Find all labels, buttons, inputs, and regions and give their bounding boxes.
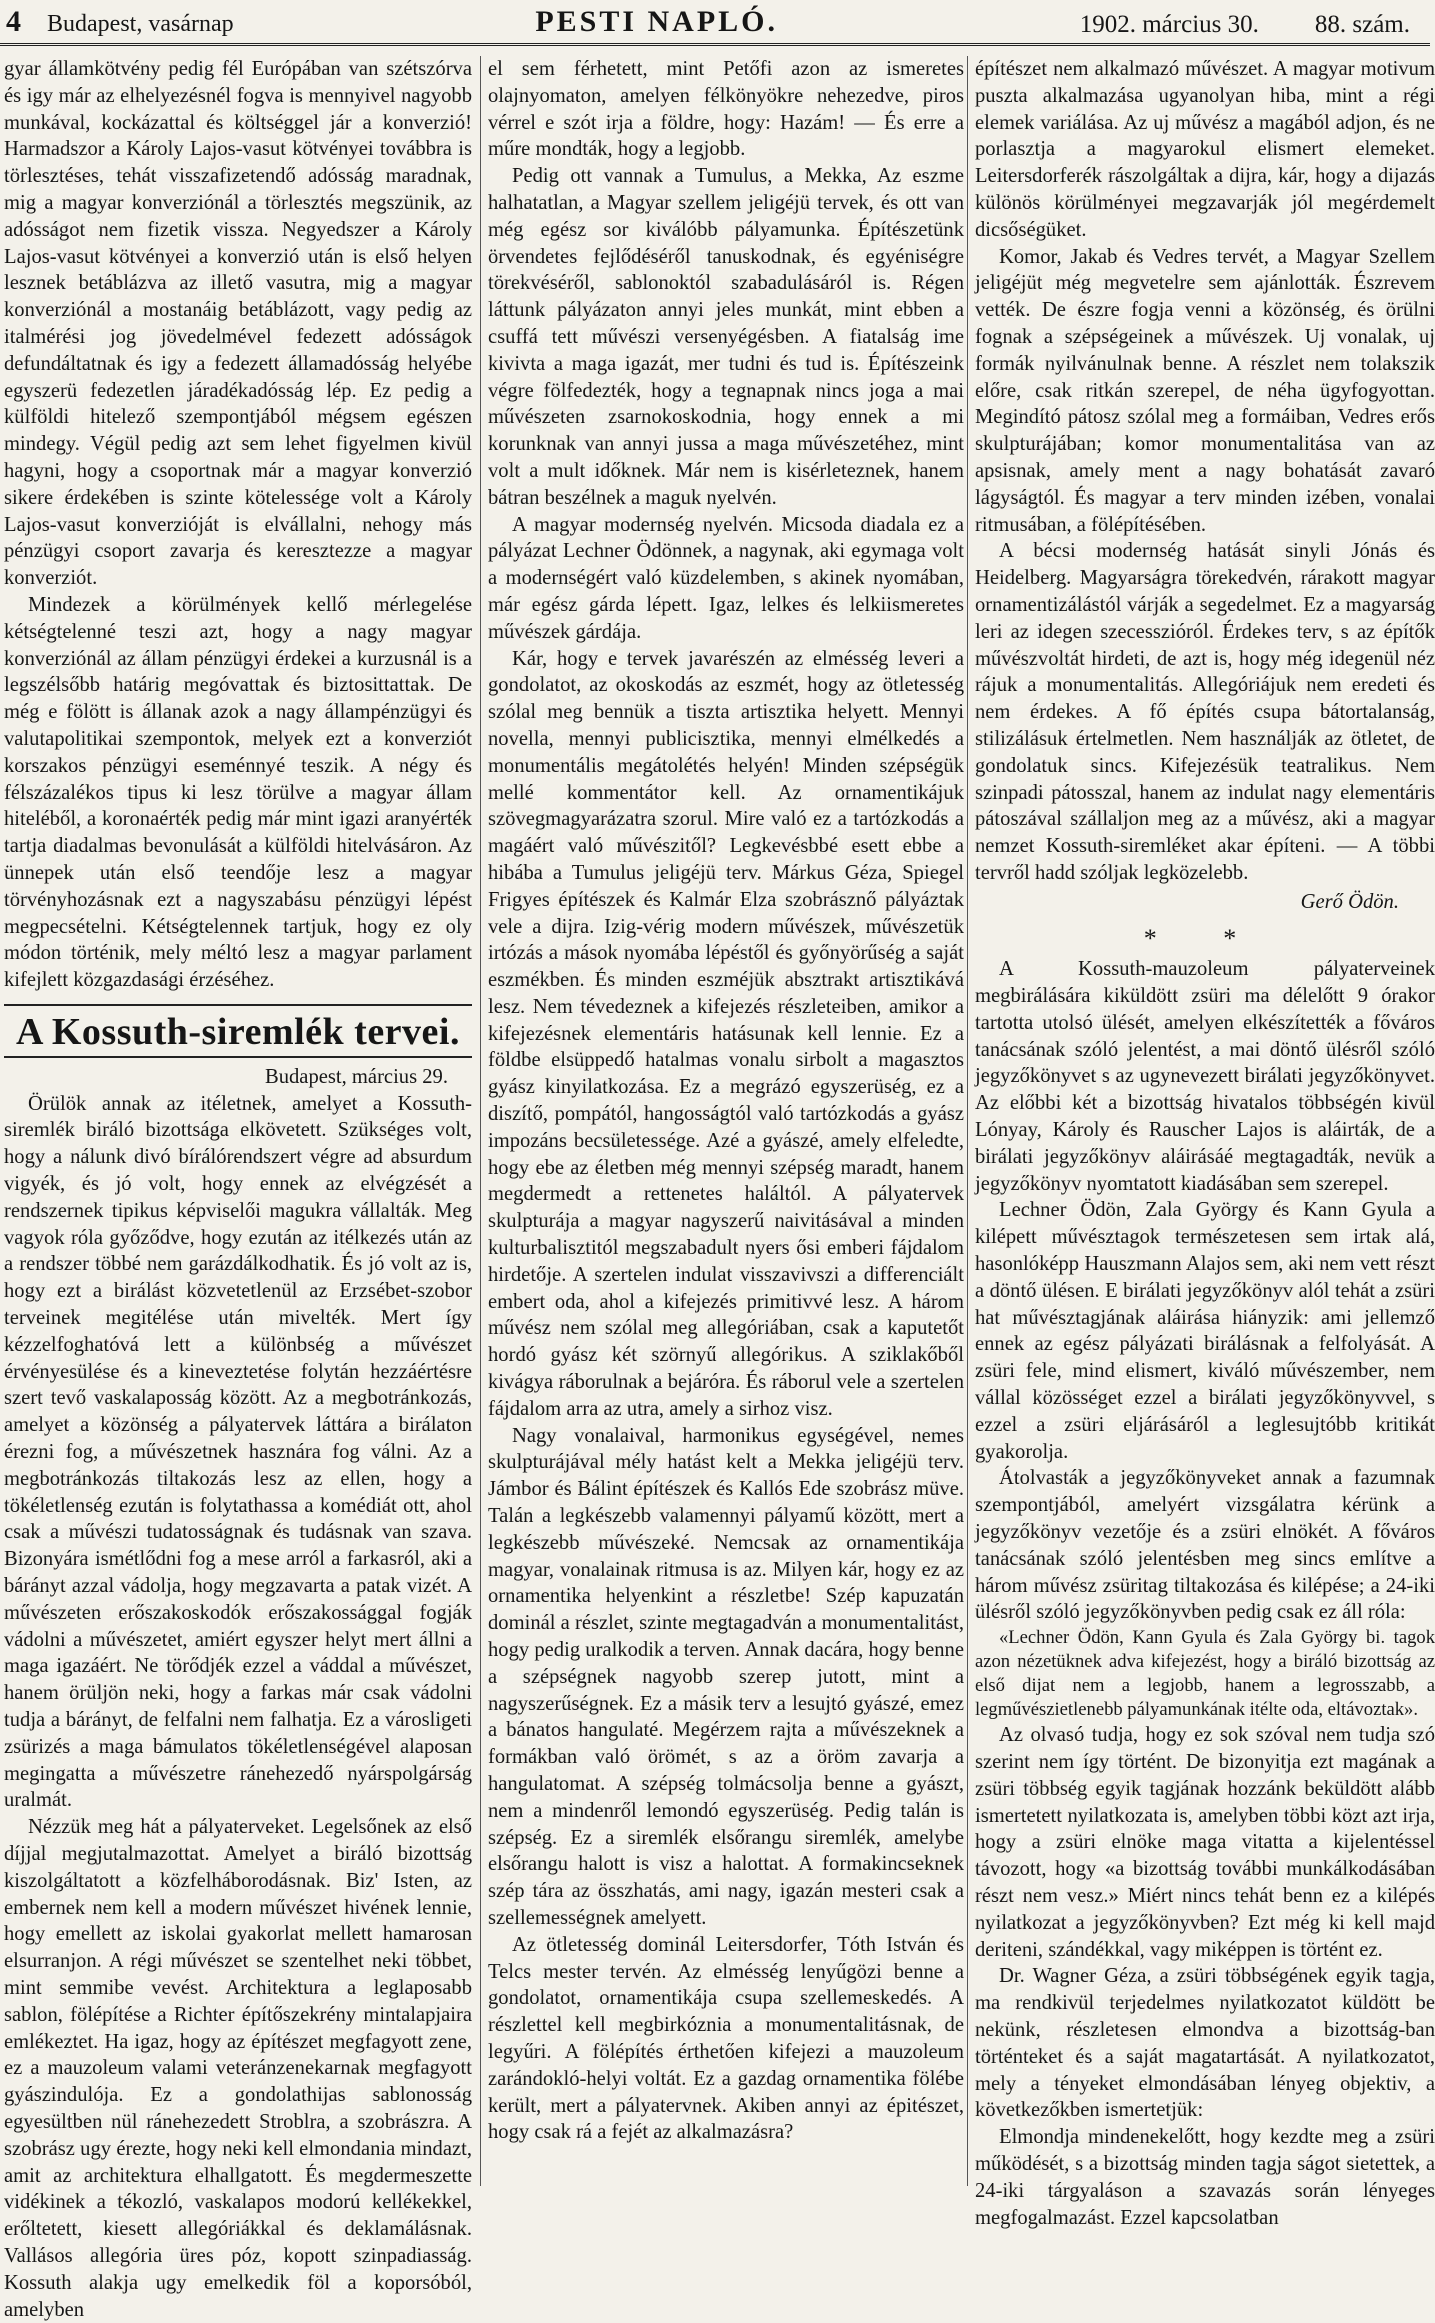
masthead — [0, 0, 1430, 46]
author-signature: Gerő Ödön. — [1300, 890, 1399, 913]
article-paragraph: gyar államkötvény pedig fél Európában van szétszórva és igy már az elhelyezésnél fogva is mennyivel nagyobb munkával, kockázattal és költséggel jár a konverzió! Harmadszor a Károly Lajos-vasut kötvényei továbbra is törlesztéses, tehát visszafizetendő adósság maradnak, mig a magyar konverziónál a törlesztés megszünik, az adósságot nem fizetik vissza. Negyedszer a Károly Lajos-vasut kötvényei a konverzió után is első helyen lesznek betáblázva az illető vasutra, mig a magyar konverziónál a mostanáig betáblázott, vagy pedig az italmérési jog jövedelmével fedezett adósságok defundáltatnak és igy a fedezett államadósság helyébe egyszerü fedezetlen járadékadósság lép. Ez pedig a külföldi hitelező szempontjából mégsem egészen mindegy. Végül pedig azt sem lehet figyelmen kivül hagyni, hogy a csoportnak már a magyar konverzió sikere érdekében is szinte kötelessége volt a Károly Lajos-vasut konverzióját is elvállalni, nehogy más pénzügyi csoport zavarja és keresztezze a magyar konverziót. — [4, 58, 472, 590]
article-paragraph: Lechner Ödön, Zala György és Kann Gyula a kilépett művésztagok természetesen sem irtak alá, hasonlóképp Hauszmann Alajos sem, aki nem vett részt a döntő ülésen. E birálati jegyzőkönyv alól tehát a zsüri hat művésztagjának aláirása hiányzik: ami jellemző ennek az egész pályázati birálásnak a felfolyását. A zsüri fele, mind elismert, kiváló művészember, nem vállal közösséget ezzel a birálati jegyzőkönyvvel, s ezzel a zsüri eljárásáról a leglesujtóbb kritikát gyakorolja. — [975, 1199, 1435, 1463]
article-paragraph: Az olvasó tudja, hogy ez sok szóval nem tudja szó szerint nem így történt. De bizonyitja ezt magának a zsüri többség egyik tagjának hozzánk beküldött alább ismertetett nyilatkozata is, amelyben többi közt azt irja, hogy a zsüri elnöke maga vitatta a kijelentéssel távozott, hogy «a bizottság további munkálkodásában részt nem vesz.» Miért nincs tehát benn ez a kilépés nyilatkozat a jegyzőkönyvben? Ezt még ki kell majd deriteni, szándékkal, vagy miképpen is történt ez. — [975, 1724, 1435, 1961]
article-paragraph: Az ötletesség dominál Leitersdorfer, Tóth István és Telcs mester tervén. Az elmésség lenyűgözi benne a gondolatot, ornamentikája csupa szellemeskedés. A részlettel kell megbirkóznia a monumentalitásnak, de legyűri. A fölépítés érthetően kifejezi a mauzoleum zarándokló-helyi voltát. Ez a gazdag ornamentika fölébe került, mert a pályatervnek. Akiben annyi az épitészet, hogy csak rá a fejét az alkalmazásra? — [488, 1933, 964, 2144]
column-1 — [4, 56, 472, 2321]
article-paragraph: Örülök annak az itéletnek, amelyet a Kossuth-siremlék biráló bizottsága elkövetett. Szükséges volt, hogy a nálunk divó bírálórendszert végre ad absurdum vigyék, és jó volt, hogy ennek az elvégzését a rendszernek tipikus képviselői magukra vállalták. Meg vagyok róla győződve, hogy ezután az itélkezés után az a rendszer többé nem garázdálkodhatik. És jó volt az is, hogy ezt a birálást közvetetlenül az Erzsébet-szobor terveinek megitélése után mivelték. Mert így kézzelfoghatóvá lett a különbség a művészet érvényesülése és a kineveztetése folytán hezzáértésre szert tevő vaskalaposság között. Az a megbotránkozás, amelyet a közönség a pályatervek láttára a birálaton érezni fog, a művészetnek hasznára fog válni. Az a megbotránkozás tiltakozás lesz az ellen, hogy a tökéletlenség ezután is folytathassa a komédiát ott, ahol csak a művészi tudatosságnak és tudásnak van szava. Bizonyára ismétlődni fog a mese arról a farkasról, aki a bárányt azzal vádolja, hogy megzavarta a patak vizét. A művészeten erőszakoskodók erőszakossággal fogják vádolni a művészetet, amiért egyszer helyt mert állni a maga igazáért. Ne törődjék ezzel a váddal a művészet, hanem örüljön neki, hogy a farkas már csak vádolni tudja a bárányt, de felfalni nem falhatja. Ez a városligeti zsürizés a maga bámulatos tökéletlenségével alaposan megingatta a művészetre ránehezedő nyárspolgárság uralmát. — [4, 1092, 472, 1812]
article-paragraph: Nézzük meg hát a pályaterveket. Legelsőnek az első díjjal megjutalmazottat. Amelyet a biráló bizottság kiszolgáltatott a közfelháborodásnak. Biz' Isten, az embernek nem kell a modern művészet hivének lennie, hogy emellett az iskolai gyakorlat mellett hamarosan elsurranjon. A régi művészet se szentelhet neki többet, mint semmibe vevést. Architektura a leglaposabb sablon, fölépítése a Richter építőszekrény mintalapjaira emlékeztet. Ha igaz, hogy az építészet megfagyott zene, ez a mauzoleum valami veteránzenekarnak megfagyott gyászindulója. Ez a gondolathijas sablonosság egyesültben nül ránehezedett Stroblra, a szobrászra. A szobrász ugy érezte, hogy neki kell elmondania mindazt, amit az architektura elhallgatott. És megdermeszette vidékinek a tékozló, vaskalapos modorú kellékekkel, erőltetett, kiesett allegóriákkal és deklamálásnak. Vallásos allegória üres póz, kopott szinpadiasság. Kossuth alakja ugy emelkedik föl a koporsóból, amelyben — [4, 1816, 472, 2321]
article-paragraph: Dr. Wagner Géza, a zsüri többségének egyik tagja, ma rendkivül terjedelmes nyilatkozatot küldött be nekünk, részletesen elmondva a bizottság-ban történteket és a saját magatartását. A nyilatkozatot, mely a tényeket elmondásában lényeg objektiv, a következőkben ismertetjük: — [975, 1965, 1435, 2122]
article-paragraph: A magyar modernség nyelvén. Micsoda diadala ez a pályázat Lechner Ödönnek, a nagynak, aki egymaga volt a modernségért való küzdelemben, s akinek nyomában, már egész gárda lépett. Igaz, lelkes és lelkiismeretes művészek gárdája. — [488, 513, 964, 643]
issue-number: 88. szám. — [1314, 11, 1410, 38]
masthead-right — [1080, 11, 1410, 39]
article-dateline: Budapest, március 29. — [264, 1065, 448, 1088]
column-3 — [967, 56, 1435, 2229]
article-paragraph: építészet nem alkalmazó művészet. A magyar motivum puszta alkalmazása ugyanolyan hiba, mint a régi elemek variálása. Az uj művész a magából adjon, és ne porlasztja a magyarokul elismert elemeket. Leitersdorferék rászolgáltak a dijra, kár, hogy a dijazás különös körülményei megzavarják jól megérdemelt dicsőségüket. — [975, 58, 1435, 241]
masthead-left — [6, 5, 234, 39]
article-paragraph: Mindezek a körülmények kellő mérlegelése kétségtelenné teszi azt, hogy a nagy magyar konverziónál az állam pénzügyi érdekei a kurzusnál is a legszélsőbb határig megóvattak és biztosittattak. De még e fölött is állanak azok a nagy állampénzügyi és valutapolitikai szempontok, melyek ezt a konverziót korszakos pénzügyi eseménnyé teszik. A négy és félszázalékos tipus ki lesz törülve a magyar állam hiteléből, a koronaérték pedig már mint igazi aranyérték tartja diadalmas bevonulását a külföldi hitelvásáron. Az ünnepek után első teendője lesz a magyar törvényhozásnak ezt a nagyszabásu pénzügyi lépést megpecsételni. Kétségtelennek tartjuk, hogy ez oly módon történik, mely méltó lesz a magyar parlament kifejlett közgazdasági érzéséhez. — [4, 593, 472, 992]
article-paragraph: Komor, Jakab és Vedres tervét, a Magyar Szellem jeligéjüt még megvetelre sem ajánlották. Észrevem vették. De észre fogja venni a közönség, és örülni fognak a szépségeinek a művészek. Uj vonalak, uj formák nyilvánulnak benne. A részlet nem tolakszik előre, csak ritkán szerepel, de néha ügyfogyottan. Megindító pátosz szólal meg a formáiban, Vedres erős skulpturájában; komor monumentalitása van az apsisnak, amely ment a nagy bohatását zavaró lágyságtól. És magyar a terv minden izében, vonalai ritmusában, a fölépítésében. — [975, 245, 1435, 536]
article-paragraph: Átolvasták a jegyzőkönyveket annak a fazumnak szempontjából, amelyért vizsgálatra kérünk a jegyzőkönyv vezetője és a zsüri elnökét. A főváros tanácsának szóló jelentésben meg sincs említve a három művész zsüritag tiltakozása és kilépése; a 24-iki ülésről szóló jegyzőkönyvben pedig csak ez áll róla: — [975, 1467, 1435, 1624]
quoted-minutes: «Lechner Ödön, Kann Gyula és Zala György bi. tagok azon nézetüknek adva kifejezést, hogy a biráló bizottság az első dijat nem a legjobb, hanem a legrosszabb, a legművészietlenebb pályamunkának itélte oda, eltávoztak». — [975, 1627, 1435, 1721]
article-paragraph: A Kossuth-mauzoleum pályaterveinek megbirálására kiküldött zsüri ma délelőtt 9 órakor tartotta utolsó ülését, amelyen elkészítették a főváros tanácsának szóló jelentést, a mai döntő ülésről szóló jegyzőkönyvet s az ugynevezett birálati jegyzőkönyvet. Az előbbi két a bizottság hivatalos többségén kivül Lónyay, Károly és Rauscher Lajos is aláirták, de a birálati jegyzőkönyv aláirásáé megtagadták, nevük a jegyzőkönyv nyomtatott kiadásában sem szerepel. — [975, 958, 1435, 1195]
article-headline: A Kossuth-siremlék tervei. — [4, 1004, 472, 1058]
article-paragraph: Nagy vonalaival, harmonikus egységével, nemes skulpturájával mély hatást kelt a Mekka jeligéjü terv. Jámbor és Bálint építészek és Kallós Ede szobrász müve. Talán a legkészebb valamennyi pályamű között, mert a legkészebb művészeké. Nemcsak az ornamentikája magyar, vonalainak ritmusa is az. Milyen kár, hogy ez az ornamentika helyenkint a részletbe! Szép kapuzatán dominál a részlet, szinte megtagadván a monumentalitást, hogy pedig uralkodik a terven. Annak dacára, hogy benne a szépségnek nagyobb szerep jutott, mint a nagyszerűségnek. Ez a másik terv a lesujtó gyászé, emez a bánatos hangulaté. Megérzem rajta a művészeknek a formákban való örömét, s az a öröm zavarja a hangulatomat. A szépség tolmácsolja benne a gyászt, nem a mindenről lemondó egyszerüség. Pedig talán is szépség. Ez a siremlék elsőrangu siremlék, amelybe elsőrangu halott is visz a halottat. A formakincseknek szép tára az összhatás, ami nagy, igazán mesteri csak a szellemességnek amelyett. — [488, 1424, 964, 1929]
column-2 — [480, 56, 964, 2186]
article-paragraph: A bécsi modernség hatását sinyli Jónás és Heidelberg. Magyarságra törekedvén, rárakott magyar ornamentizálástól várják a segedelmet. Ez a magyarság leri az idegen szecesszióról. Érdekes terv, s az építők művészvoltát hirdeti, de azt is, hogy még idegenül néz rájuk a monumentalitás. Allegóriájuk nem eredeti és nem érdekes. A fő építés csupa bátortalanság, stilizálásuk értelmetlen. Nem használják az ötletet, de gondolatuk sincs. Kifejezésük teatralikus. Nem szinpadi pátosszal, hanem az indulat nagy elementáris pátoszával szállaljon meg az a művész, aki a magyar nemzet Kossuth-siremléket akar építeni. — A többi tervről hadd szóljak legközelebb. — [975, 540, 1435, 884]
article-paragraph: Kár, hogy e tervek javarészén az elmésség leveri a gondolatot, az okoskodás az eszmét, hogy az ötletesség szólal meg bennük a tiszta artisztika helyett. Mennyi novella, mennyi publicisztika, mennyi elmélkedés a monumentális megátolétés helyén! Minden szépségük mellé kommentátor kell. Az ornamentikájuk szövegmagyarázatra szorul. Mire való ez a tartózkodás a magáért való művészitől? Legkevésbbé esett ebbe a hibába a Tumulus jeligéjü terv. Márkus Géza, Spiegel Frigyes építészek és Kalmár Elza szobrásznő pályáztak vele a dijra. Izig-vérig modern művészek, művészetük irtózás a mások nyomába lépéstől és győnyörűség a saját eszmékben. És minden eszméjük absztrakt artisztikává lesz. Nem tévedeznek a kifejezés részleteiben, amikor a kifejezésnek elementáris hatásunak kell lennie. Ez a földbe elsüppedő hatalmas vonalu sirbolt a magasztos gyász kinyilatkozása. Ez a megrázó egyszerüség, ez a diszítő, pompától, hangosságtól való tartózkodás a gyász impozáns becsületessége. Azé a gyászé, amely elfeledte, hogy ebe az életben még mennyi szépség maradt, hanem megdermedt a rettenetes haláltól. A pályatervek skulpturája a magyar nagyszerű naivitásával a minden kulturbalisztitól megszabadult nyers ősi emberi fájdalom hirdetője. A szertelen indulat visszavivszi a differenciált embert oda, ahol a kifejezés primitivvé lesz. A három művész nem szólal meg allegóriában, csak a kaputetőt hordó gyász két szörnyű allegórikus. A sziklakőből kivágya ráborulnak a bejáróra. És ráborul vele a szertelen fájdalom arra az utra, amely a sirhoz visz. — [488, 647, 964, 1420]
article-paragraph: Elmondja mindenekelőtt, hogy kezdte meg a zsüri működését, s a bizottság minden tagja ságot sietettek, a 24-iki tárgyaláson a szavazás során lényeges megfogalmazást. Ezzel kapcsolatban — [975, 2126, 1435, 2229]
section-separator-stars: * * — [1143, 923, 1267, 953]
dateline-city-day: Budapest, vasárnap — [47, 11, 234, 37]
article-paragraph: Pedig ott vannak a Tumulus, a Mekka, Az eszme halhatatlan, a Magyar szellem jeligéjü tervek, és ott van még egész sor kiválóbb pályamunka. Építészetünk örvendetes fejlődéséről tanuskodnak, és egyéniségre törekvéséről, sablonoktól szabadulásáról is. Régen láttunk pályázaton annyi jeles munkát, mint ebben a csuffá tett művészi versenyégésben. A fiatalság ime kivivta a maga igazát, mer tudni és tud is. Építészeink végre fölfedezték, hogy a tegnapnak nincs joga a mai művészeten zsarnokoskodnia, hogy ennek a mi korunknak van annyi jussa a maga művészetéhez, mint volt a mult időknek. Már nem is kisérleteznek, hanem bátran beszélnek a maguk nyelvén. — [488, 165, 964, 509]
issue-date: 1902. március 30. — [1079, 11, 1259, 38]
article-paragraph: el sem férhetett, mint Petőfi azon az ismeretes olajnyomaton, amelyen félkönyökre nehezedve, piros vérrel e szót irja a földre, hogy: Hazám! — És erre a műre mondták, hogy a legjobb. — [488, 58, 964, 161]
newspaper-title: PESTI NAPLÓ. — [535, 5, 779, 38]
page-number: 4 — [6, 5, 21, 38]
